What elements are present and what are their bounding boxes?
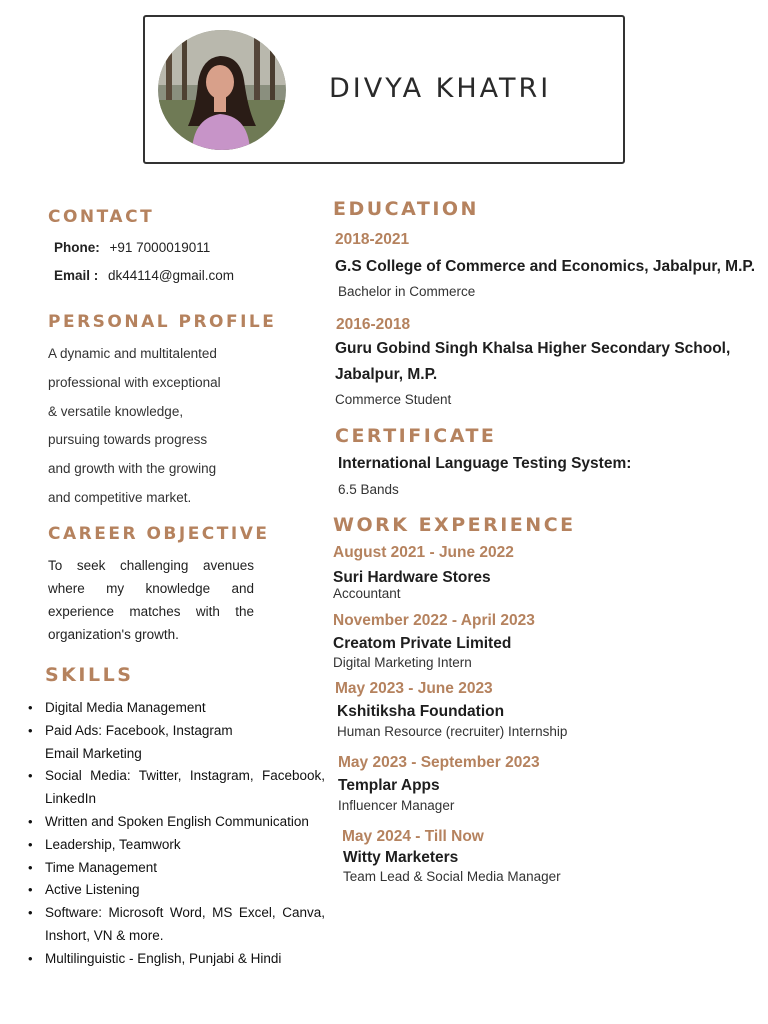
education-years: 2018-2021 — [335, 231, 410, 248]
email-row — [54, 268, 234, 283]
phone-row — [54, 240, 210, 255]
education-school: Guru Gobind Singh Khalsa Higher Secondary School, Jabalpur, M.P. — [335, 340, 731, 383]
job-dates: May 2023 - June 2023 — [335, 680, 493, 697]
skill-item: • Multilinguistic - English, Punjabi & Hindi — [45, 948, 325, 971]
job-role: Team Lead & Social Media Manager — [343, 869, 561, 884]
career-objective-text: To seek challenging avenues where my knowledge and experience matches with the organization's growth. — [48, 558, 254, 642]
skill-item: • Time Management — [45, 857, 325, 880]
career-objective-heading: CAREER OBJECTIVE — [48, 524, 270, 544]
phone-label: Phone: — [54, 240, 100, 255]
personal-profile-text — [48, 340, 248, 513]
profile-line: and growth with the growing — [48, 461, 217, 477]
phone-value: +91 7000019011 — [109, 240, 211, 255]
profile-line: A dynamic and multitalented — [48, 346, 217, 361]
job-role: Influencer Manager — [338, 798, 455, 813]
certificate-name: International Language Testing System: — [338, 455, 632, 472]
education-years: 2016-2018 — [336, 316, 411, 333]
skill-item: • Social Media: Twitter, Instagram, Facebook, LinkedIn — [45, 765, 325, 811]
profile-line: pursuing towards progress — [48, 432, 208, 448]
job-dates: November 2022 - April 2023 — [333, 612, 535, 629]
skill-item: • Written and Spoken English Communication — [45, 811, 325, 834]
job-company: Creatom Private Limited — [333, 635, 512, 652]
job-company: Kshitiksha Foundation — [337, 703, 505, 720]
candidate-name: DIVYA KHATRI — [329, 73, 552, 104]
profile-line: & versatile knowledge, — [48, 403, 184, 419]
skill-item: • Active Listening — [45, 879, 325, 902]
personal-profile-heading: PERSONAL PROFILE — [48, 312, 277, 332]
skill-item: • Leadership, Teamwork — [45, 834, 325, 857]
certificate-heading: CERTIFICATE — [335, 425, 497, 447]
education-degree: Bachelor in Commerce — [338, 284, 476, 299]
job-role: Accountant — [333, 586, 401, 601]
education-heading: EDUCATION — [333, 198, 479, 220]
job-role: Human Resource (recruiter) Internship — [337, 724, 568, 739]
contact-heading: CONTACT — [48, 207, 155, 227]
profile-line: and competitive market. — [48, 489, 192, 505]
skills-heading: SKILLS — [45, 664, 134, 686]
job-company: Suri Hardware Stores — [333, 569, 491, 586]
job-dates: May 2024 - Till Now — [342, 828, 484, 845]
email-label: Email : — [54, 268, 99, 283]
skill-item: • Digital Media Management — [45, 697, 325, 720]
job-role: Digital Marketing Intern — [333, 655, 472, 670]
job-company: Witty Marketers — [343, 849, 459, 866]
education-school: G.S College of Commerce and Economics, Jabalpur, M.P. — [335, 258, 756, 275]
skill-item: • Software: Microsoft Word, MS Excel, Canva, Inshort, VN & more. — [45, 902, 325, 948]
job-dates: May 2023 - September 2023 — [338, 754, 540, 771]
profile-photo — [158, 30, 286, 150]
skills-list — [45, 697, 325, 971]
job-dates: August 2021 - June 2022 — [333, 544, 514, 561]
email-value: dk44114@gmail.com — [108, 268, 235, 283]
name-header-box — [143, 15, 625, 164]
education-degree: Commerce Student — [335, 392, 452, 407]
skill-item: Email Marketing — [45, 745, 142, 761]
skill-item: • Paid Ads: Facebook, Instagram — [45, 720, 325, 743]
profile-line: professional with exceptional — [48, 374, 221, 390]
work-experience-heading: WORK EXPERIENCE — [333, 514, 576, 536]
certificate-score: 6.5 Bands — [338, 482, 399, 497]
job-company: Templar Apps — [338, 777, 440, 794]
